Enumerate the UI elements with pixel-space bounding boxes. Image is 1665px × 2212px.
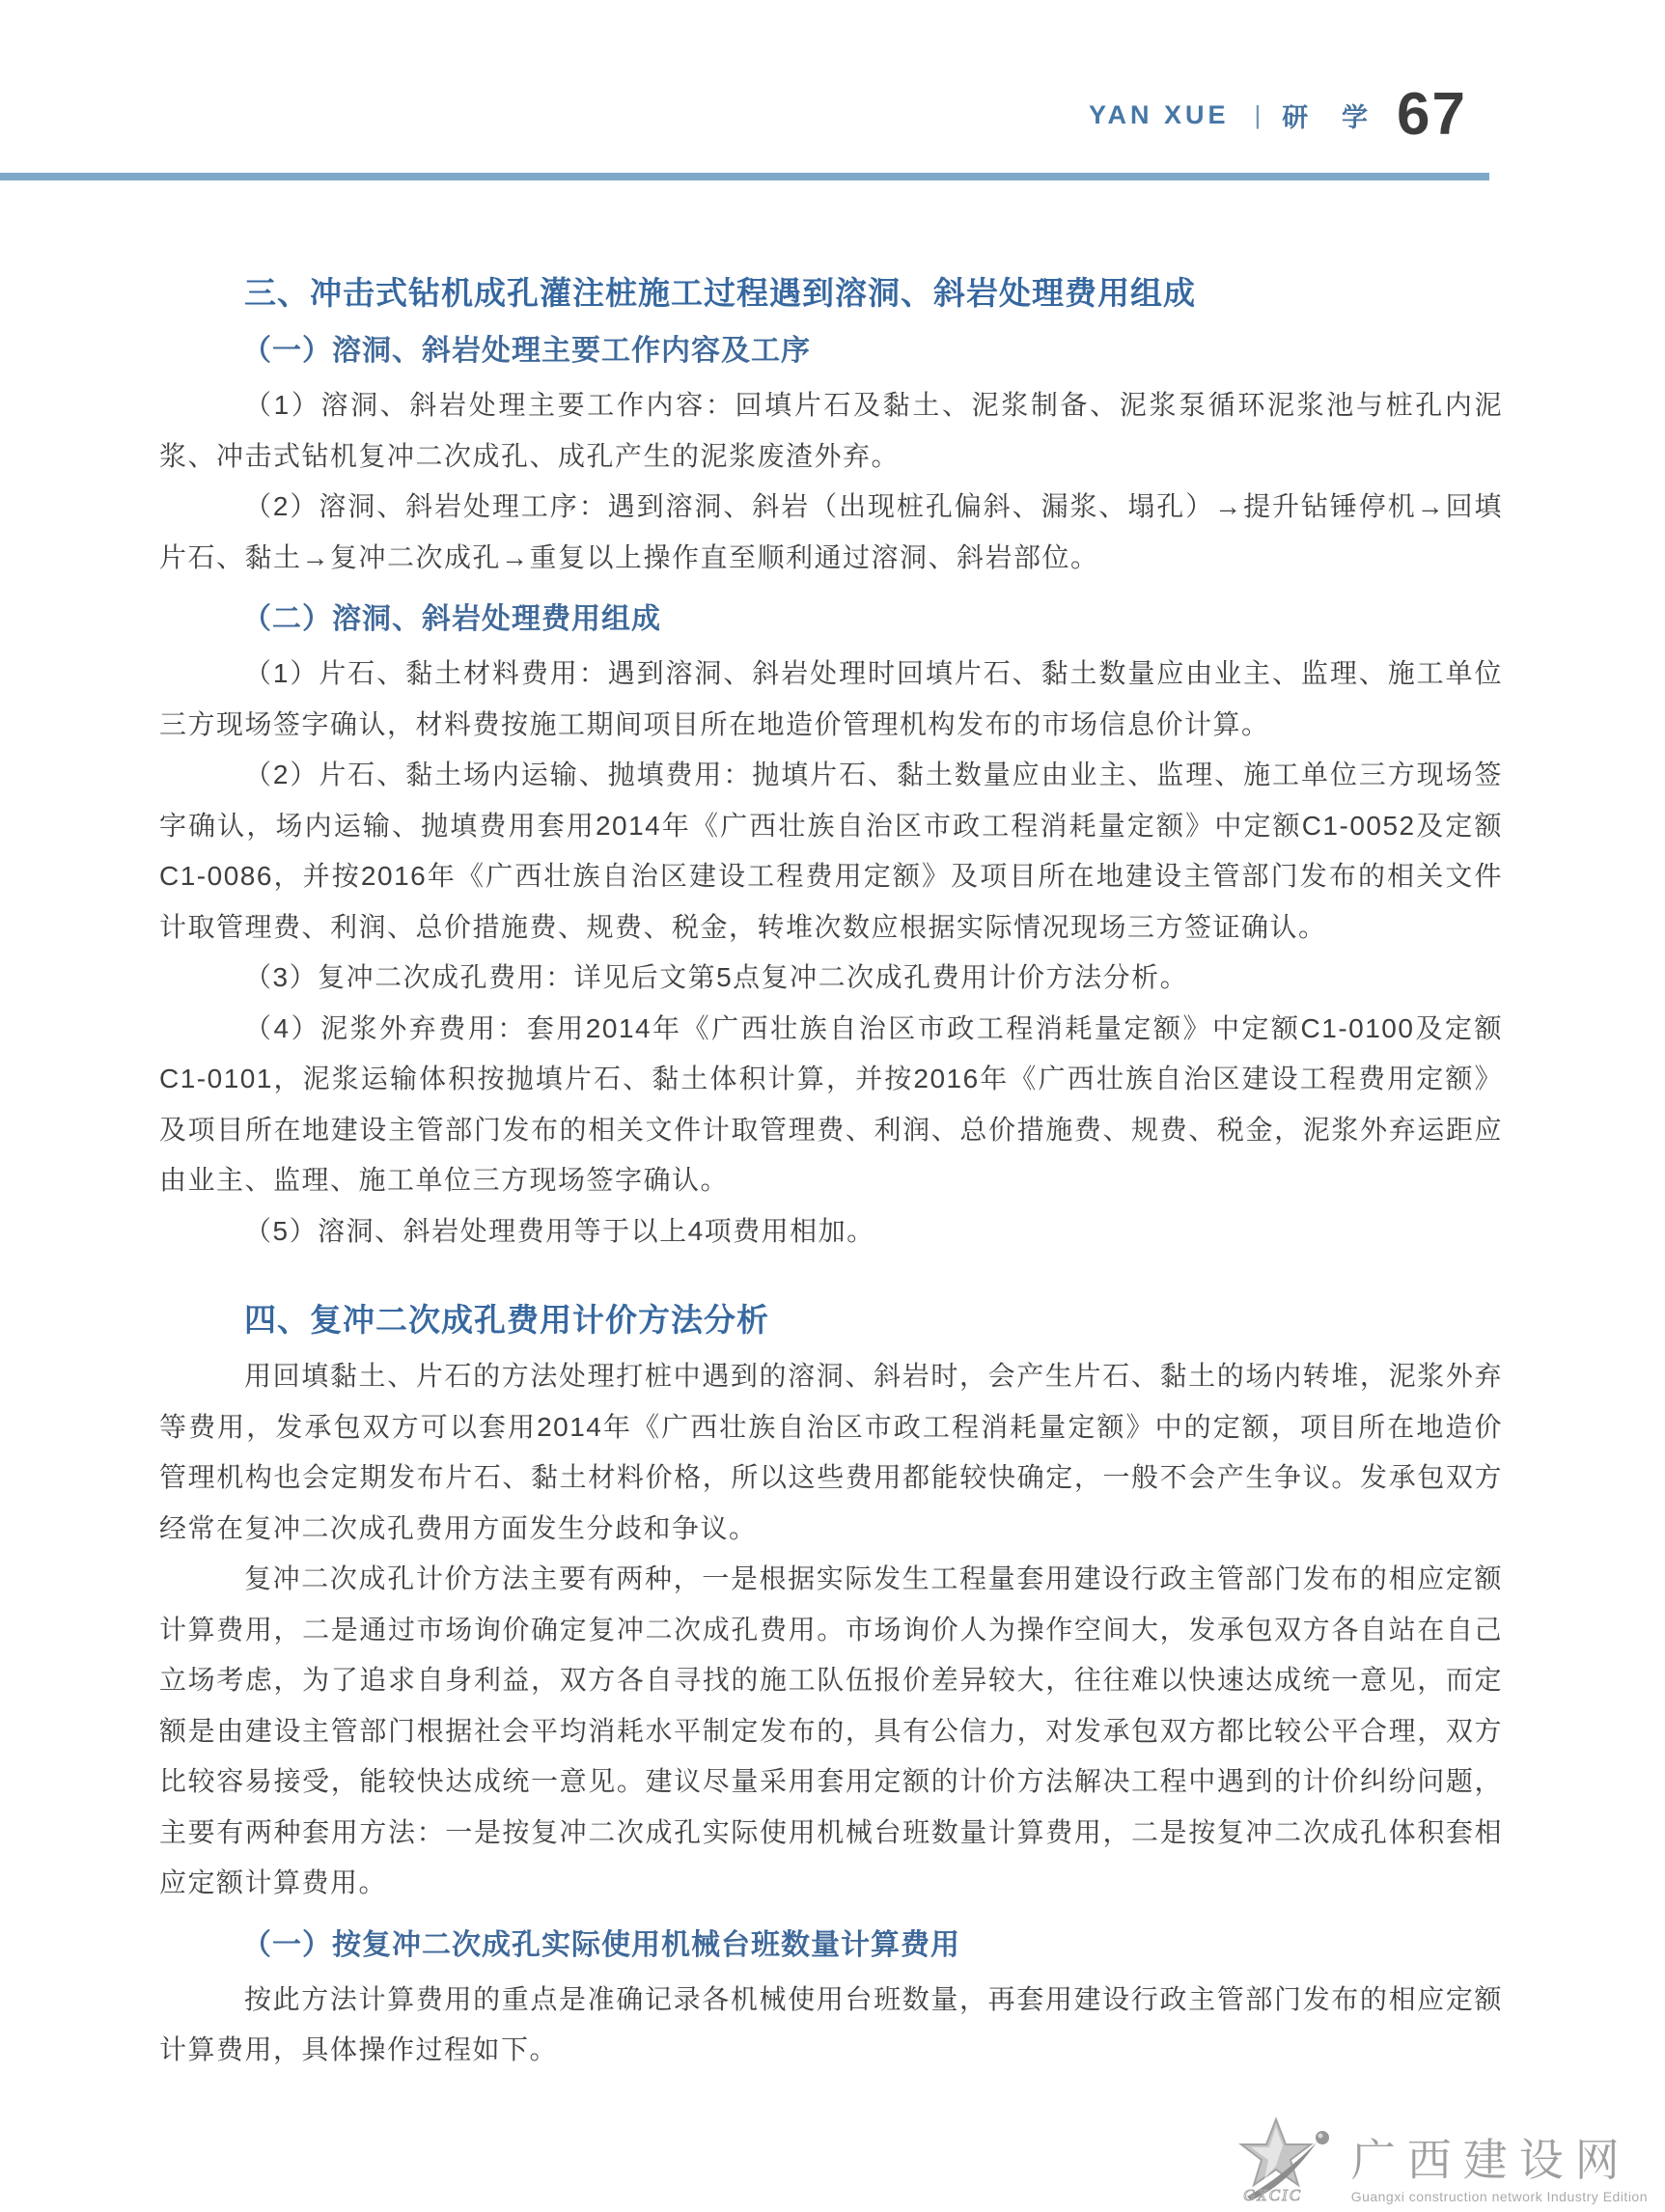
paragraph: 用回填黏土、片石的方法处理打桩中遇到的溶洞、斜岩时，会产生片石、黏土的场内转堆，泥浆外弃等费用，发承包双方可以套用2014年《广西壮族自治区市政工程消耗量定额》中的定额，项目所在地造价管理机构也会定期发布片石、黏土材料价格，所以这些费用都能较快确定，一般不会产生争议。发承包双方经常在复冲二次成孔费用方面发生分歧和争议。 (159, 1361, 1503, 1543)
paragraph: （2）片石、黏土场内运输、抛填费用：抛填片石、黏土数量应由业主、监理、施工单位三方现场签字确认，场内运输、抛填费用套用2014年《广西壮族自治区市政工程消耗量定额》中定额C1-0052及定额C1-0086，并按2016年《广西壮族自治区建设工程费用定额》及项目所在地建设主管部门发布的相关文件计取管理费、利润、总价措施费、规费、税金，转堆次数应根据实际情况现场三方签证确认。 (159, 760, 1503, 942)
page-number: 67 (1397, 81, 1467, 148)
section-heading-3: 三、冲击式钻机成孔灌注桩施工过程遇到溶洞、斜岩处理费用组成 (244, 275, 1196, 311)
star-logo-icon (1226, 2115, 1340, 2204)
paragraph: （3）复冲二次成孔费用：详见后文第5点复冲二次成孔费用计价方法分析。 (244, 962, 1189, 992)
publisher-name-cn: 广西建设网 (1350, 2136, 1631, 2185)
article-body (159, 272, 1503, 2076)
paragraph: （4）泥浆外弃费用：套用2014年《广西壮族自治区市政工程消耗量定额》中定额C1-0100及定额C1-0101，泥浆运输体积按抛填片石、黏土体积计算，并按2016年《广西壮族自治区建设工程费用定额》及项目所在地建设主管部门发布的相关文件计取管理费、利润、总价措施费、规费、税金，泥浆外弃运距应由业主、监理、施工单位三方现场签字确认。 (159, 1012, 1503, 1195)
paragraph: 复冲二次成孔计价方法主要有两种，一是根据实际发生工程量套用建设行政主管部门发布的相应定额计算费用，二是通过市场询价确定复冲二次成孔费用。市场询价人为操作空间大，发承包双方各自站在自己立场考虑，为了追求自身利益，双方各自寻找的施工队伍报价差异较大，往往难以快速达成统一意见，而定额是由建设主管部门根据社会平均消耗水平制定发布的，具有公信力，对发承包双方都比较公平合理，双方比较容易接受，能较快达成统一意见。建议尽量采用套用定额的计价方法解决工程中遇到的计价纠纷问题，主要有两种套用方法：一是按复冲二次成孔实际使用机械台班数量计算费用，二是按复冲二次成孔体积套相应定额计算费用。 (159, 1563, 1503, 1897)
column-label-pinyin: YAN XUE (1088, 99, 1230, 129)
paragraph: 按此方法计算费用的重点是准确记录各机械使用台班数量，再套用建设行政主管部门发布的相应定额计算费用，具体操作过程如下。 (159, 1983, 1503, 2064)
logo-acronym: GXCIC (1242, 2186, 1302, 2204)
column-label-chinese: 研 学 (1282, 102, 1382, 132)
subheading-3-1: （一）溶洞、斜岩处理主要工作内容及工序 (242, 335, 811, 367)
subheading-3-2: （二）溶洞、斜岩处理费用组成 (242, 603, 661, 635)
paragraph: （1）溶洞、斜岩处理主要工作内容：回填片石及黏土、泥浆制备、泥浆泵循环泥浆池与桩孔内泥浆、冲击式钻机复冲二次成孔、成孔产生的泥浆废渣外弃。 (159, 390, 1503, 471)
subheading-4-1: （一）按复冲二次成孔实际使用机械台班数量计算费用 (242, 1928, 960, 1961)
paragraph: （5）溶洞、斜岩处理费用等于以上4项费用相加。 (244, 1215, 875, 1246)
page-header (1088, 81, 1467, 148)
section-heading-4: 四、复冲二次成孔费用计价方法分析 (244, 1302, 769, 1338)
publisher-name-block (1350, 2136, 1648, 2204)
publisher-logo (1226, 2115, 1648, 2204)
header-rule (0, 173, 1489, 180)
publisher-tagline-en: Guangxi construction network Industry Edition (1350, 2189, 1648, 2204)
paragraph: （2）溶洞、斜岩处理工序：遇到溶洞、斜岩（出现桩孔偏斜、漏浆、塌孔）→提升钻锤停机→回填片石、黏土→复冲二次成孔→重复以上操作直至顺利通过溶洞、斜岩部位。 (159, 491, 1503, 572)
paragraph: （1）片石、黏土材料费用：遇到溶洞、斜岩处理时回填片石、黏土数量应由业主、监理、施工单位三方现场签字确认，材料费按施工期间项目所在地造价管理机构发布的市场信息价计算。 (159, 658, 1503, 739)
header-separator: | (1254, 99, 1262, 129)
